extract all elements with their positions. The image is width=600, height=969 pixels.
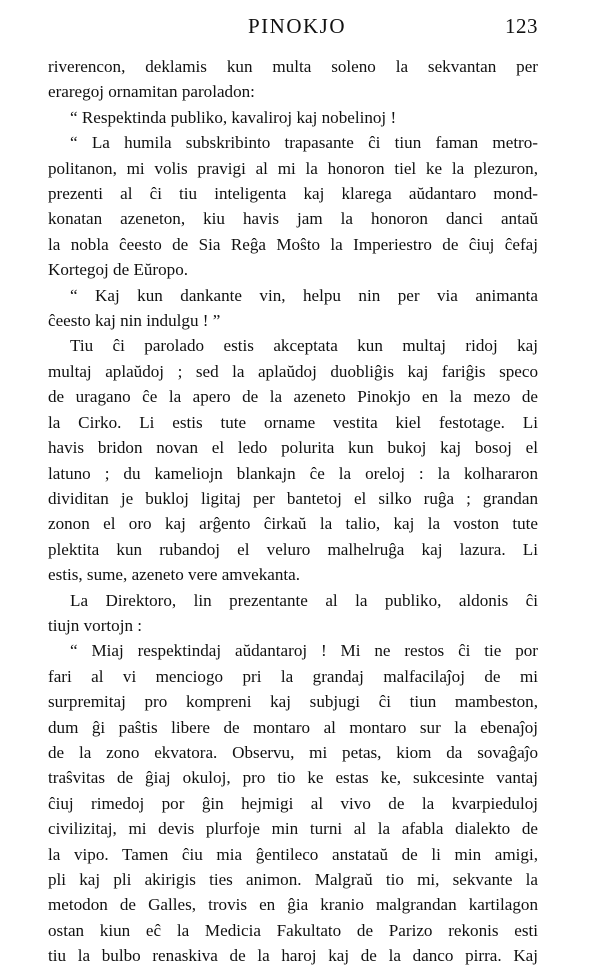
text-line: “ Miaj respektindaj aŭdantaroj ! Mi ne restos ĉi tie por: [70, 641, 538, 661]
text-line: dum ĝi paŝtis libere de montaro al montaro sur la ebenaĵoj: [48, 717, 538, 737]
body-text: [48, 54, 538, 969]
text-line: ostan kiun eĉ la Medicia Fakultato de Parizo rekonis esti: [48, 920, 538, 940]
text-line: konatan azeneton, kiu havis jam la honoron danci antaŭ: [48, 209, 538, 229]
text-line: estis, sume, azeneto vere amvekanta.: [48, 565, 301, 585]
text-line: plektita kun rubandoj el veluro malhelruĝa kaj lazura. Li: [48, 539, 538, 559]
text-line: latuno ; du kameliojn blankajn ĉe la oreloj : la kolhararon: [48, 463, 538, 483]
text-line: metodon de Galles, trovis en ĝia kranio malgrandan kartilagon: [48, 895, 538, 915]
text-line: dividitan je bukloj ligitaj per bantetoj el silko ruĝa ; grandan: [48, 488, 538, 508]
text-line: prezenti al ĉi tiu inteligenta kaj klarega aŭdantaro mond-: [48, 184, 538, 204]
text-line: surpremitaj pro kompreni kaj subjugi ĉi tiun mambeston,: [48, 692, 538, 712]
text-line: zonon el oro kaj arĝento ĉirkaŭ la talio, kaj la voston tute: [48, 514, 538, 534]
text-line: civilizitaj, mi devis plurfoje min turni al la afabla dialekto de: [48, 819, 538, 839]
text-line: multaj aplaŭdoj ; sed la aplaŭdoj duobliĝis kaj fariĝis speco: [48, 361, 538, 381]
text-line: de la zono ekvatora. Observu, mi petas, kiom da sovaĝaĵo: [48, 742, 538, 762]
text-line: tiu la bulbo renaskiva de la haroj kaj de la danco pirra. Kaj: [48, 946, 538, 966]
text-line: la nobla ĉeesto de Sia Reĝa Moŝto la Imperiestro de ĉiuj ĉefaj: [48, 234, 538, 254]
text-line: “ Respektinda publiko, kavaliroj kaj nobelinoj !: [70, 107, 397, 127]
running-title: PINOKJO: [248, 14, 347, 38]
text-line: havis bridon novan el ledo polurita kun bukoj kaj bosoj el: [48, 438, 538, 458]
page-number: 123: [505, 14, 538, 38]
text-line: Kortegoj de Eŭropo.: [48, 260, 189, 280]
text-line: la vipo. Tamen ĉiu mia ĝentileco anstataŭ de li min amigi,: [48, 844, 538, 864]
text-line: ĉeesto kaj nin indulgu ! ”: [48, 311, 221, 331]
text-line: tiujn vortojn :: [48, 615, 143, 635]
text-line: la Cirko. Li estis tute orname vestita kiel festotage. Li: [48, 412, 538, 432]
text-line: traŝvitas de ĝiaj okuloj, pro tio ke estas ke, sukcesinte vantaj: [48, 768, 538, 788]
text-line: Tiu ĉi parolado estis akceptata kun multaj ridoj kaj: [70, 336, 538, 356]
text-line: ĉiuj rimedoj por ĝin hejmigi al vivo de la kvarpieduloj: [48, 793, 538, 813]
text-line: “ Kaj kun dankante vin, helpu nin per via animanta: [70, 285, 538, 305]
text-line: eraregoj ornamitan paroladon:: [48, 82, 255, 102]
text-line: “ La humila subskribinto trapasante ĉi tiun faman metro-: [70, 133, 538, 153]
text-line: politanon, mi volis pravigi al mi la honoron tiel ke la plezuron,: [48, 158, 538, 178]
text-line: La Direktoro, lin prezentante al la publiko, aldonis ĉi: [70, 590, 538, 610]
running-header: [48, 14, 538, 54]
text-line: pli kaj pli akirigis ties animon. Malgraŭ tio mi, sekvante la: [48, 870, 538, 889]
text-line: fari al vi menciogo pri la grandaj malfacilaĵoj de mi: [48, 666, 538, 686]
text-line: riverencon, deklamis kun multa soleno la sekvantan per: [48, 57, 538, 76]
text-line: de uragano ĉe la apero de la azeneto Pinokjo en la mezo de: [48, 387, 538, 407]
